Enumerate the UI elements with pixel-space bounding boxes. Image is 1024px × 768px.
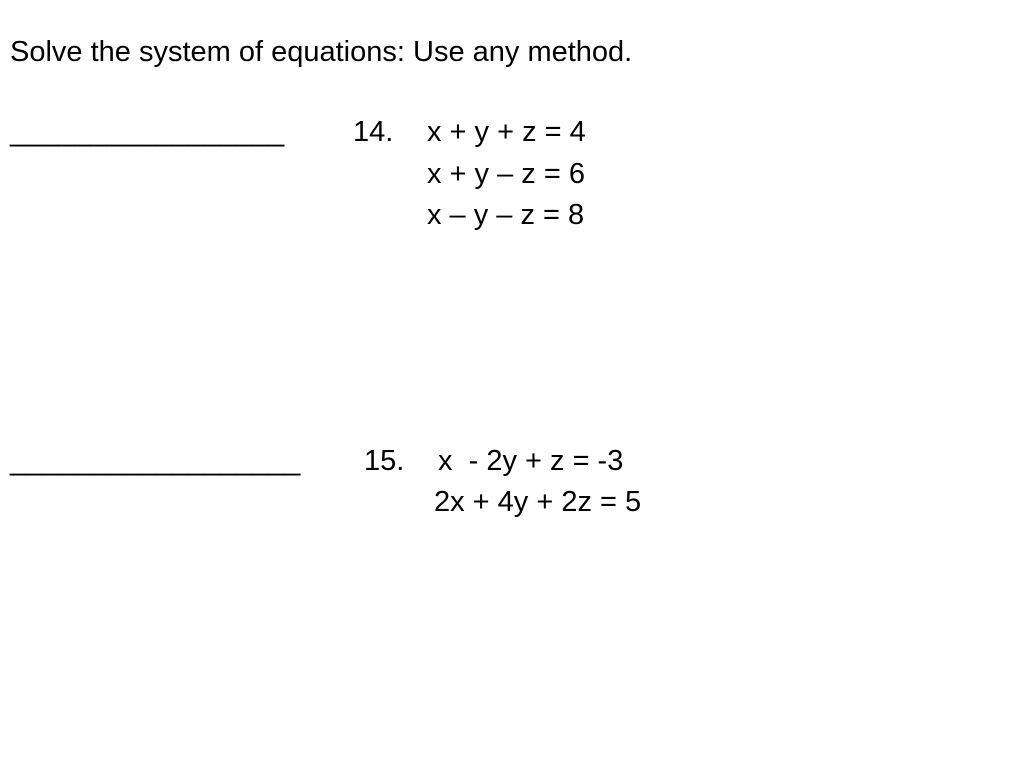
instructions-heading: Solve the system of equations: Use any method. bbox=[10, 36, 633, 68]
answer-blank: __________________ bbox=[10, 445, 301, 477]
equation: x + y + z = 4 bbox=[427, 116, 586, 148]
equation: x - 2y + z = -3 bbox=[438, 445, 624, 477]
equation: x + y – z = 6 bbox=[427, 158, 585, 190]
problem-number: 14. bbox=[353, 116, 394, 148]
problem-number: 15. bbox=[364, 445, 405, 477]
equation: x – y – z = 8 bbox=[427, 199, 585, 231]
equation: 2x + 4y + 2z = 5 bbox=[434, 486, 642, 518]
answer-blank: _________________ bbox=[10, 116, 285, 148]
